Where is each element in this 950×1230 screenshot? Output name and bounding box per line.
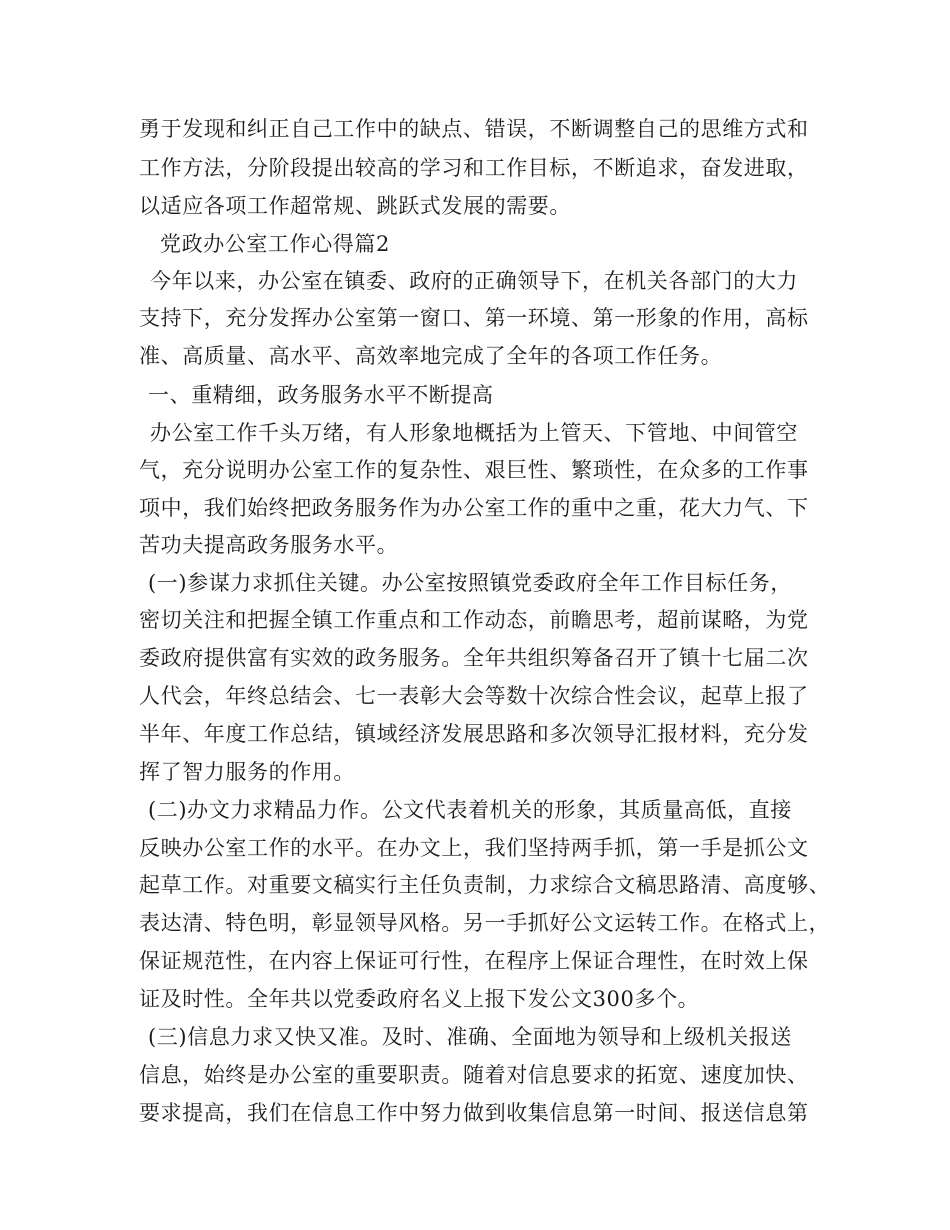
paragraph-line: 信息，始终是办公室的重要职责。随着对信息要求的拓宽、速度加快、 xyxy=(139,1063,809,1087)
paragraph-line: 支持下，充分发挥办公室第一窗口、第一环境、第一形象的作用，高标 xyxy=(139,306,809,330)
paragraph-line: 委政府提供富有实效的政务服务。全年共组织筹备召开了镇十七届二次 xyxy=(139,646,809,670)
paragraph-line: (二)办文力求精品力作。公文代表着机关的形象，其质量高低，直接 xyxy=(148,798,792,822)
paragraph-line: 半年、年度工作总结，镇域经济发展思路和多次领导汇报材料，充分发 xyxy=(139,722,809,746)
paragraph-line: 密切关注和把握全镇工作重点和工作动态，前瞻思考，超前谋略，为党 xyxy=(139,608,809,632)
paragraph-line: 要求提高，我们在信息工作中努力做到收集信息第一时间、报送信息第 xyxy=(139,1101,809,1125)
paragraph-line: 以适应各项工作超常规、跳跃式发展的需要。 xyxy=(139,194,571,218)
paragraph-line: 项中，我们始终把政务服务作为办公室工作的重中之重，花大力气、下 xyxy=(139,496,809,520)
paragraph-line: (一)参谋力求抓住关键。办公室按照镇党委政府全年工作目标任务， xyxy=(148,571,792,595)
paragraph-line: 反映办公室工作的水平。在办文上，我们坚持两手抓，第一手是抓公文 xyxy=(139,836,809,860)
paragraph-line: 气，充分说明办公室工作的复杂性、艰巨性、繁琐性，在众多的工作事 xyxy=(139,458,809,482)
paragraph-line: (三)信息力求又快又准。及时、准确、全面地为领导和上级机关报送 xyxy=(148,1025,792,1049)
section-heading: 党政办公室工作心得篇2 xyxy=(160,232,390,256)
subsection-heading: 一、重精细，政务服务水平不断提高 xyxy=(148,383,494,407)
paragraph-line: 表达清、特色明，彰显领导风格。另一手抓好公文运转工作。在格式上， xyxy=(139,911,831,935)
paragraph-line: 挥了智力服务的作用。 xyxy=(139,760,355,784)
paragraph-line: 苦功夫提高政务服务水平。 xyxy=(139,533,399,557)
paragraph-line: 工作方法，分阶段提出较高的学习和工作目标，不断追求，奋发进取， xyxy=(139,156,809,180)
paragraph-line: 准、高质量、高水平、高效率地完成了全年的各项工作任务。 xyxy=(139,344,723,368)
paragraph-line: 勇于发现和纠正自己工作中的缺点、错误，不断调整自己的思维方式和 xyxy=(139,117,809,141)
paragraph-line: 人代会，年终总结会、七一表彰大会等数十次综合性会议，起草上报了 xyxy=(139,684,809,708)
paragraph-line: 办公室工作千头万绪，有人形象地概括为上管天、下管地、中间管空 xyxy=(150,421,798,445)
paragraph-line: 起草工作。对重要文稿实行主任负责制，力求综合文稿思路清、高度够、 xyxy=(139,873,831,897)
paragraph-line: 今年以来，办公室在镇委、政府的正确领导下，在机关各部门的大力 xyxy=(150,269,798,293)
paragraph-line: 保证规范性，在内容上保证可行性，在程序上保证合理性，在时效上保 xyxy=(139,949,809,973)
paragraph-line: 证及时性。全年共以党委政府名义上报下发公文300多个。 xyxy=(139,987,700,1011)
